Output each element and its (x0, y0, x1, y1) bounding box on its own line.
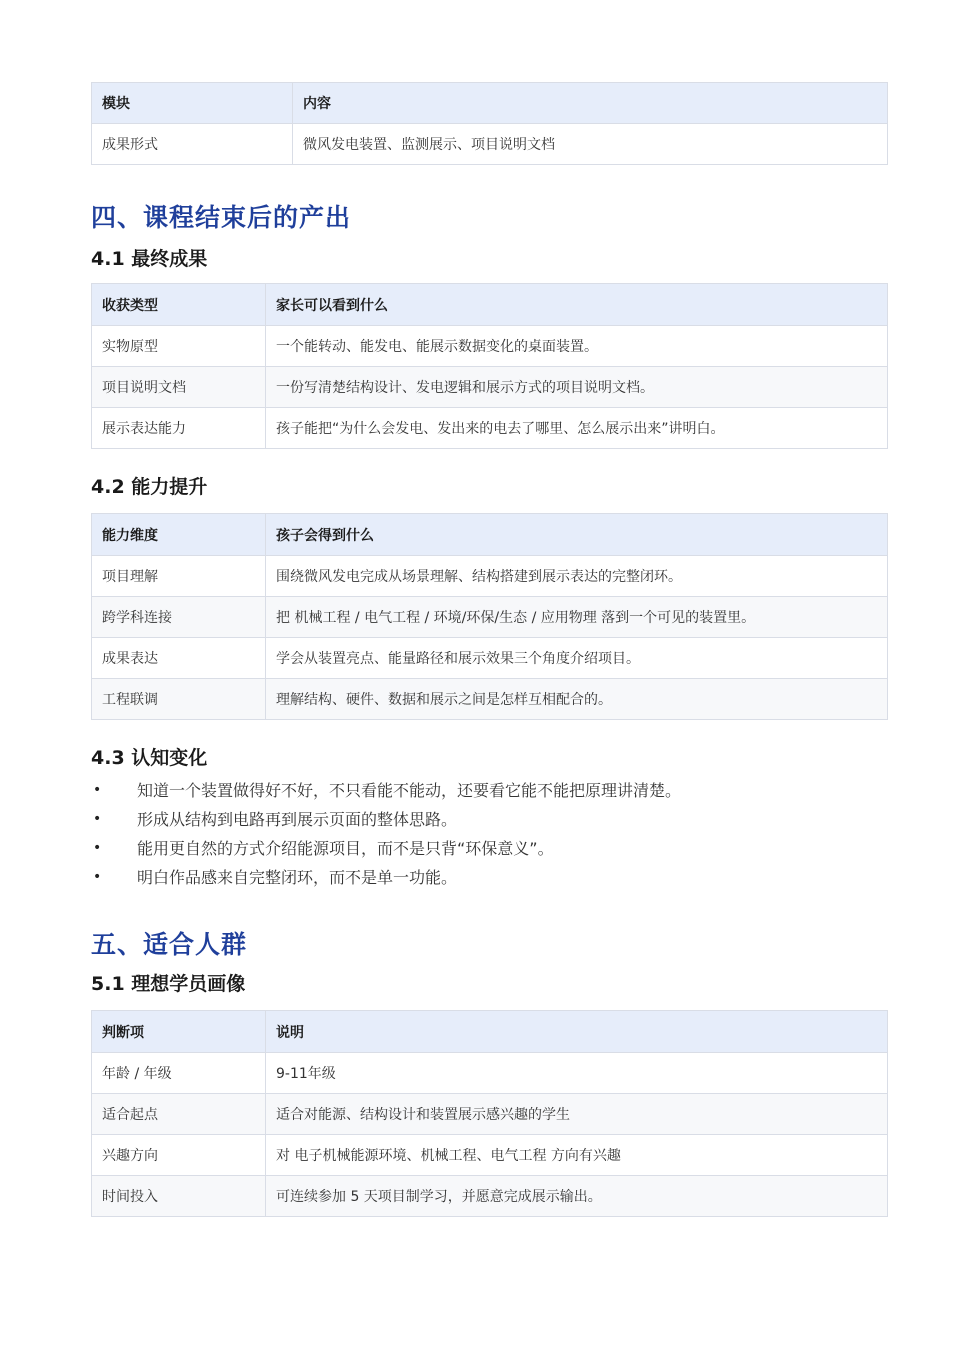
table-cell: 理解结构、硬件、数据和展示之间是怎样互相配合的。 (266, 679, 888, 720)
table-header-cell: 说明 (266, 1011, 888, 1053)
table-cell: 实物原型 (92, 326, 266, 367)
table-cell: 可连续参加 5 天项目制学习，并愿意完成展示输出。 (266, 1176, 888, 1217)
table-cell: 适合对能源、结构设计和装置展示感兴趣的学生 (266, 1094, 888, 1135)
table-row (92, 638, 888, 679)
subsection-title: 4.1 最终成果 (91, 248, 208, 270)
table-row (92, 1094, 888, 1135)
table-cell: 跨学科连接 (92, 597, 266, 638)
table-row (92, 679, 888, 720)
table-cell: 把 机械工程 / 电气工程 / 环境/环保/生态 / 应用物理 落到一个可见的装置里。 (266, 597, 888, 638)
table-cell: 适合起点 (92, 1094, 266, 1135)
table-header-cell: 收获类型 (92, 284, 266, 326)
list-item-text: 形成从结构到电路再到展示页面的整体思路。 (137, 810, 458, 829)
table-cell: 工程联调 (92, 679, 266, 720)
list-item (91, 805, 887, 834)
section-title: 五、适合人群 (91, 930, 248, 959)
table-row (92, 408, 888, 449)
table-cell: 展示表达能力 (92, 408, 266, 449)
bullet-icon: • (93, 811, 102, 827)
table-cell: 学会从装置亮点、能量路径和展示效果三个角度介绍项目。 (266, 638, 888, 679)
table-cell: 时间投入 (92, 1176, 266, 1217)
table-header-cell: 模块 (92, 83, 293, 124)
table-header-cell: 家长可以看到什么 (266, 284, 888, 326)
subsection-title: 5.1 理想学员画像 (91, 973, 246, 995)
list-item (91, 834, 887, 863)
table-cell: 微风发电装置、监测展示、项目说明文档 (293, 124, 888, 165)
table-row (92, 124, 888, 165)
table-row (92, 1176, 888, 1217)
bullet-icon: • (93, 869, 102, 885)
table-cell: 成果表达 (92, 638, 266, 679)
list-item (91, 776, 887, 805)
table-cell: 项目理解 (92, 556, 266, 597)
table-header-cell: 内容 (293, 83, 888, 124)
table-row (92, 597, 888, 638)
table-row (92, 326, 888, 367)
document-page (91, 82, 887, 1217)
target-student-table (91, 1010, 888, 1217)
list-item (91, 863, 887, 892)
skills-table (91, 513, 888, 720)
table-row (92, 556, 888, 597)
outcome-form-table (91, 82, 888, 165)
table-header-cell: 能力维度 (92, 514, 266, 556)
table-cell: 一个能转动、能发电、能展示数据变化的桌面装置。 (266, 326, 888, 367)
table-cell: 成果形式 (92, 124, 293, 165)
list-item-text: 明白作品感来自完整闭环，而不是单一功能。 (137, 868, 458, 887)
table-cell: 围绕微风发电完成从场景理解、结构搭建到展示表达的完整闭环。 (266, 556, 888, 597)
table-cell: 年龄 / 年级 (92, 1053, 266, 1094)
list-item-text: 知道一个装置做得好不好，不只看能不能动，还要看它能不能把原理讲清楚。 (137, 781, 682, 800)
cognitive-change-list (91, 776, 887, 892)
table-header-cell: 孩子会得到什么 (266, 514, 888, 556)
final-outcomes-table (91, 283, 888, 449)
subsection-title: 4.2 能力提升 (91, 476, 208, 498)
section-title: 四、课程结束后的产出 (91, 203, 352, 232)
table-row (92, 1135, 888, 1176)
subsection-title: 4.3 认知变化 (91, 747, 208, 769)
table-row (92, 367, 888, 408)
table-cell: 对 电子机械能源环境、机械工程、电气工程 方向有兴趣 (266, 1135, 888, 1176)
table-cell: 项目说明文档 (92, 367, 266, 408)
table-cell: 9-11年级 (266, 1053, 888, 1094)
bullet-icon: • (93, 782, 102, 798)
bullet-icon: • (93, 840, 102, 856)
table-cell: 兴趣方向 (92, 1135, 266, 1176)
table-header-cell: 判断项 (92, 1011, 266, 1053)
table-row (92, 1053, 888, 1094)
list-item-text: 能用更自然的方式介绍能源项目，而不是只背“环保意义”。 (137, 839, 554, 858)
table-cell: 一份写清楚结构设计、发电逻辑和展示方式的项目说明文档。 (266, 367, 888, 408)
table-cell: 孩子能把“为什么会发电、发出来的电去了哪里、怎么展示出来”讲明白。 (266, 408, 888, 449)
